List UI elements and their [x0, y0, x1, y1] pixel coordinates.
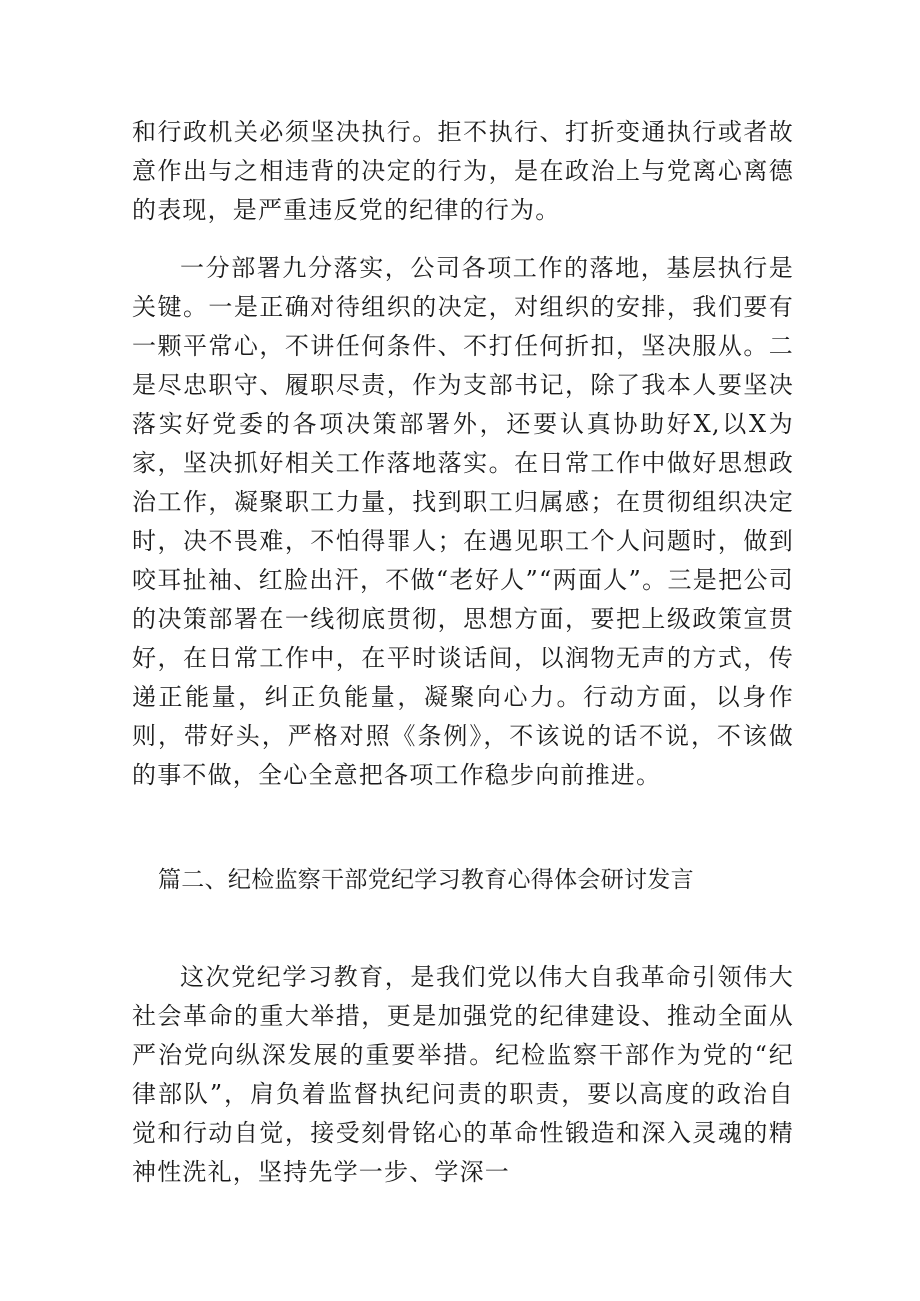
paragraph-party-discipline-education: 这次党纪学习教育，是我们党以伟大自我革命引领伟大社会革命的重大举措，更是加强党的纪律建设、推动全面从严治党向纵深发展的重要举措。纪检监察干部作为党的“纪律部队”，肩负着监督执纪问责的职责，要以高度的政治自觉和行动自觉，接受刻骨铭心的革命性锻造和深入灵魂的精神性洗礼，坚持先学一步、学深一	[132, 963, 794, 1186]
paragraph-implementation: 一分部署九分落实，公司各项工作的落地，基层执行是关键。一是正确对待组织的决定，对组织的安排，我们要有一颗平常心，不讲任何条件、不打任何折扣，坚决服从。二是尽忠职守、履职尽责，作为支部书记，除了我本人要坚决落实好党委的各项决策部署外，还要认真协助好X,以X为家，坚决抓好相关工作落地落实。在日常工作中做好思想政治工作，凝聚职工力量，找到职工归属感；在贯彻组织决定时，决不畏难，不怕得罪人；在遇见职工个人问题时，做到咬耳扯袖、红脸出汗，不做“老好人”“两面人”。三是把公司的决策部署在一线彻底贯彻，思想方面，要把上级政策宣贯好，在日常工作中，在平时谈话间，以润物无声的方式，传递正能量，纠正负能量，凝聚向心力。行动方面，以身作则，带好头，严格对照《条例》，不该说的话不说，不该做的事不做，全心全意把各项工作稳步向前推进。	[132, 254, 794, 789]
paragraph-continuation: 和行政机关必须坚决执行。拒不执行、打折变通执行或者故意作出与之相违背的决定的行为，是在政治上与党离心离德的表现，是严重违反党的纪律的行为。	[132, 118, 794, 224]
section-heading: 篇二、纪检监察干部党纪学习教育心得体会研讨发言	[158, 867, 694, 893]
